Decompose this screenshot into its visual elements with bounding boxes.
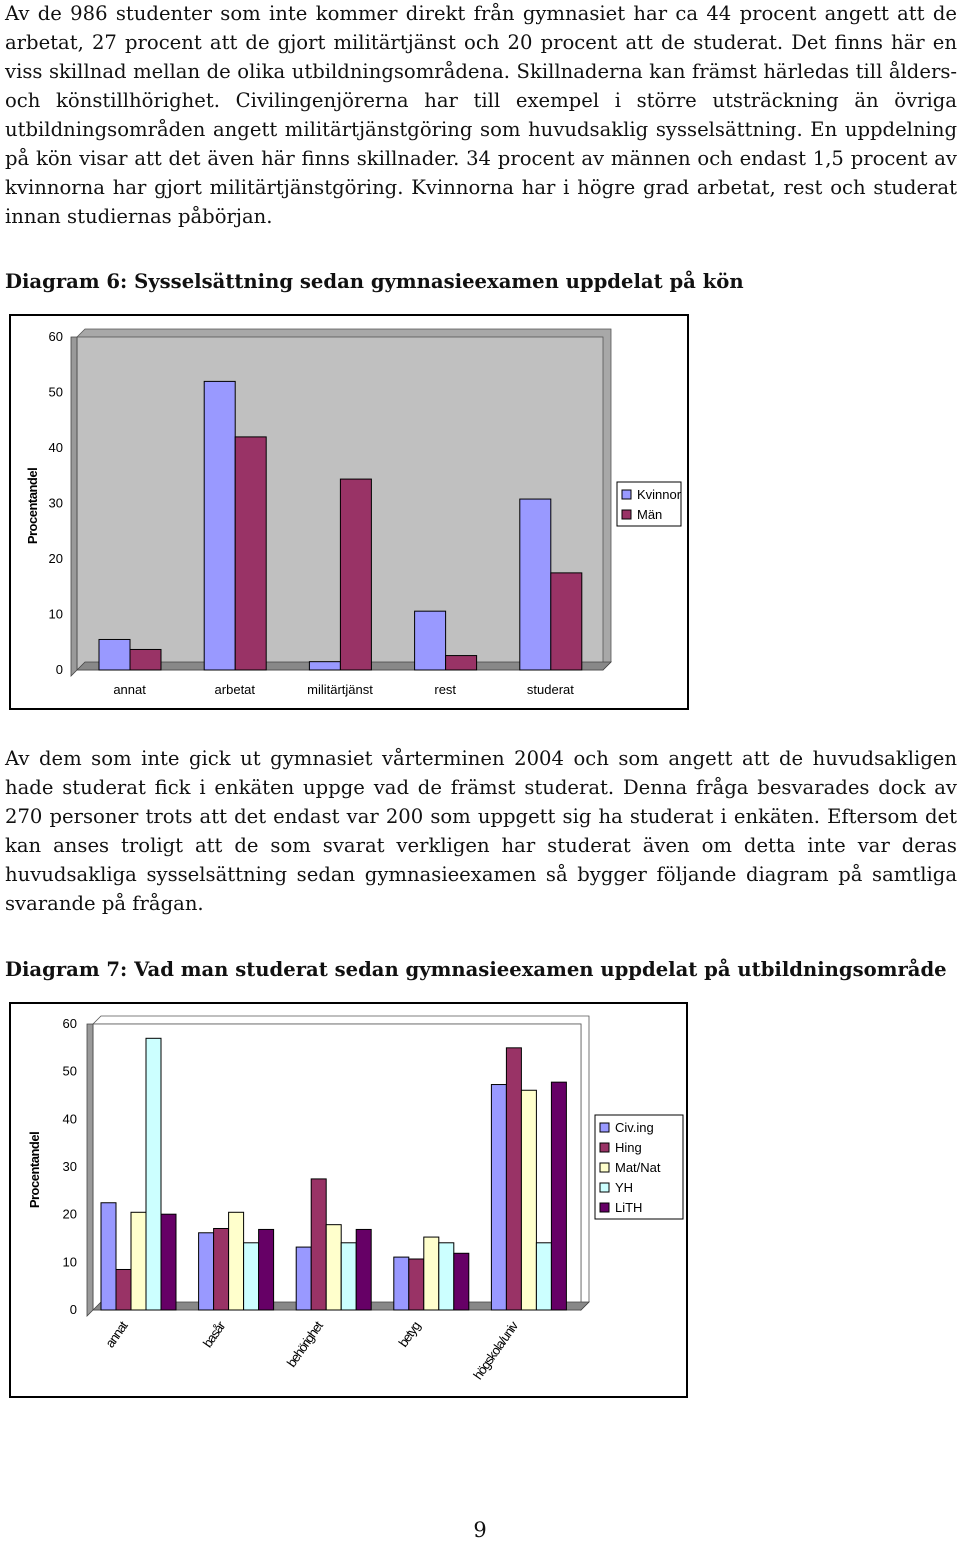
legend-swatch — [600, 1143, 609, 1152]
x-tick-label: basår — [199, 1319, 228, 1351]
bar-studerat-Kvinnor — [520, 499, 551, 670]
legend-entry: Kvinnor — [637, 487, 682, 502]
bar-högskola/univ-Hing — [506, 1048, 521, 1310]
plot-wall — [71, 337, 77, 676]
bar-högskola/univ-Mat/Nat — [521, 1090, 536, 1310]
legend-swatch — [600, 1183, 609, 1192]
legend-swatch — [600, 1123, 609, 1132]
bar-högskola/univ-LiTH — [551, 1082, 566, 1310]
y-tick-label: 10 — [48, 606, 63, 622]
bar-basår-Mat/Nat — [229, 1212, 244, 1310]
bar-annat-Mat/Nat — [131, 1212, 146, 1310]
bar-arbetat-Kvinnor — [204, 381, 235, 670]
x-tick-label: studerat — [526, 682, 574, 697]
bar-arbetat-Män — [235, 437, 266, 670]
bar-betyg-Civ.ing — [394, 1257, 409, 1310]
diagram-7-heading: Diagram 7: Vad man studerat sedan gymnasieexamen uppdelat på utbildningsområde — [5, 958, 947, 981]
x-tick-label: arbetat — [214, 682, 256, 697]
y-tick-label: 30 — [48, 495, 63, 511]
y-tick-label: 10 — [62, 1254, 77, 1270]
page-number: 9 — [473, 1518, 487, 1542]
plot-wall — [87, 1024, 93, 1316]
bar-behörighet-YH — [341, 1243, 356, 1310]
legend-entry: Civ.ing — [615, 1120, 654, 1135]
x-tick-label: annat — [102, 1319, 131, 1351]
bar-annat-Kvinnor — [99, 639, 130, 670]
chart-6-frame — [9, 314, 689, 710]
chart-6 — [11, 316, 687, 708]
bar-basår-Hing — [214, 1228, 229, 1310]
bar-militärtjänst-Män — [340, 479, 371, 670]
legend-entry: Hing — [615, 1140, 642, 1155]
diagram-6-heading: Diagram 6: Sysselsättning sedan gymnasieexamen uppdelat på kön — [5, 270, 744, 293]
bar-rest-Kvinnor — [415, 611, 446, 670]
bar-basår-YH — [244, 1243, 259, 1310]
bar-studerat-Män — [551, 573, 582, 670]
legend-swatch — [622, 510, 631, 519]
y-tick-label: 0 — [55, 662, 63, 677]
x-tick-label: annat — [113, 682, 146, 697]
bar-basår-Civ.ing — [199, 1233, 214, 1310]
legend-entry: YH — [615, 1180, 634, 1195]
y-tick-label: 20 — [48, 551, 63, 566]
bar-behörighet-Hing — [311, 1179, 326, 1310]
bar-betyg-LiTH — [454, 1253, 469, 1310]
chart-7-frame — [9, 1002, 688, 1398]
x-tick-label: behörighet — [283, 1319, 326, 1370]
y-tick-label: 20 — [62, 1206, 77, 1222]
bar-högskola/univ-YH — [536, 1243, 551, 1310]
legend-entry: LiTH — [615, 1200, 643, 1215]
legend-entry: Mat/Nat — [615, 1160, 661, 1175]
legend-swatch — [600, 1203, 609, 1212]
bar-annat-YH — [146, 1038, 161, 1310]
x-tick-label: betyg — [395, 1319, 424, 1350]
second-paragraph: Av dem som inte gick ut gymnasiet vårterminen 2004 och som angett att de huvudsakligen hade studerat fick i enkäten uppge vad de främst studerat. Denna fråga besvarades dock av 270 personer trots att det endast var 200 som uppgett sig ha studerat i enkäten. Eftersom det kan anses troligt att de som svarat verkligen har studerat även om detta inte var deras huvudsakliga sysselsättning sedan gymnasieexamen så bygger följande diagram på samtliga svarande på frågan. — [5, 747, 957, 915]
y-tick-label: 0 — [69, 1302, 77, 1317]
intro-paragraph: Av de 986 studenter som inte kommer direkt från gymnasiet har ca 44 procent angett att de arbetat, 27 procent att de gjort militärtjänst och 20 procent att de studerat. Det finns här en viss skillnad mellan de olika utbildningsområdena. Skillnaderna kan främst härledas till ålders- och könstillhörighet. Civilingenjörerna har till exempel i större utsträckning än övriga utbildningsområden angett militärtjänstgöring som huvudsaklig sysselsättning. En uppdelning på kön visar att det även här finns skillnader. 34 procent av männen och endast 1,5 procent av kvinnorna har gjort militärtjänstgöring. Kvinnorna har i högre grad arbetat, rest och studerat innan studiernas påbörjan. — [5, 2, 957, 228]
legend-swatch — [622, 490, 631, 499]
legend-swatch — [600, 1163, 609, 1172]
x-tick-label: högskola/univ — [470, 1319, 521, 1383]
bar-annat-Hing — [116, 1269, 131, 1310]
bar-betyg-Mat/Nat — [424, 1237, 439, 1310]
bar-annat-LiTH — [161, 1214, 176, 1310]
y-tick-label: 60 — [48, 329, 63, 344]
y-tick-label: 50 — [48, 384, 63, 400]
bar-annat-Civ.ing — [101, 1203, 116, 1310]
y-axis-label: Procentandel — [25, 467, 40, 545]
bar-betyg-YH — [439, 1243, 454, 1310]
y-tick-label: 30 — [62, 1159, 77, 1174]
bar-högskola/univ-Civ.ing — [491, 1085, 506, 1310]
x-tick-label: militärtjänst — [307, 682, 373, 697]
bar-militärtjänst-Kvinnor — [309, 662, 340, 670]
y-tick-label: 50 — [62, 1063, 77, 1079]
x-tick-label: rest — [434, 682, 457, 697]
bar-behörighet-Civ.ing — [296, 1247, 311, 1310]
chart-7 — [11, 1004, 686, 1396]
y-tick-label: 60 — [62, 1016, 77, 1031]
bar-behörighet-Mat/Nat — [326, 1225, 341, 1310]
bar-rest-Män — [446, 656, 477, 670]
bar-behörighet-LiTH — [356, 1229, 371, 1310]
y-tick-label: 40 — [48, 440, 63, 455]
y-axis-label: Procentandel — [27, 1131, 42, 1209]
legend-entry: Män — [637, 507, 663, 522]
y-tick-label: 40 — [62, 1111, 77, 1127]
bar-basår-LiTH — [259, 1229, 274, 1310]
bar-betyg-Hing — [409, 1259, 424, 1310]
bar-annat-Män — [130, 649, 161, 670]
